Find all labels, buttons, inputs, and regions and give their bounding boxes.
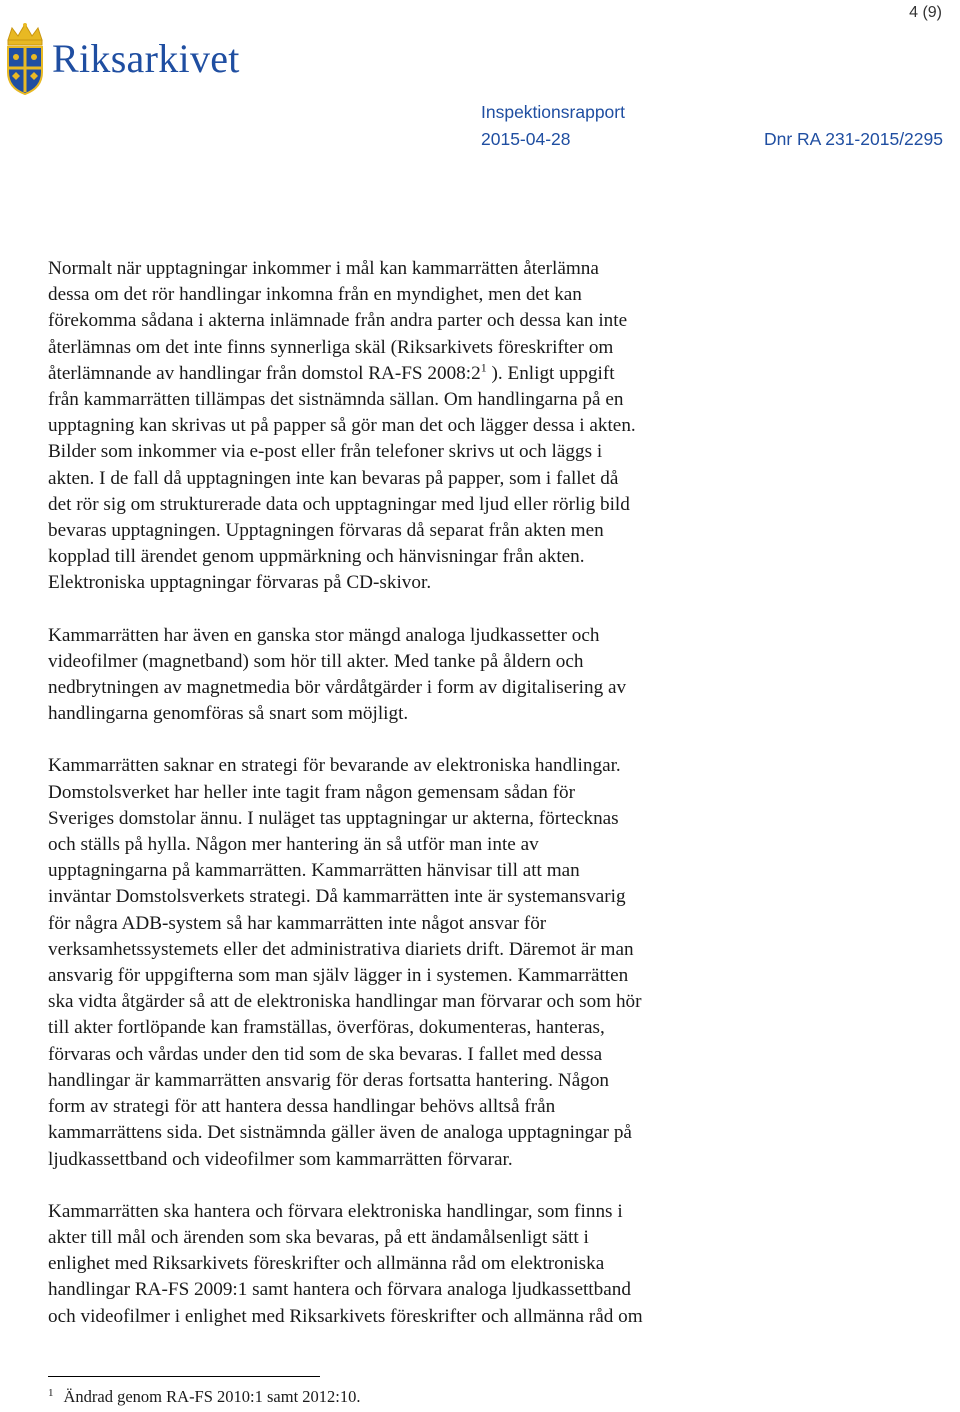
footnote-reference: 1 <box>480 360 487 375</box>
paragraph-1: Normalt när upptagningar inkommer i mål kan kammarrätten återlämna dessa om det rör handlingar inkomna från en myndighet, men det kan förekomma sådana i akterna inlämnade från andra parter och dessa kan inte återlämnas om det inte finns synnerliga skäl (Riksarkivets föreskrifter om återlämnande av handlingar från domstol RA-FS $2008:2^1$ ). Enligt uppgift från kammarrätten tillämpas det sistnämnda sällan. Om handlingarna på en upptagning kan skrivas ut på papper så gör man det och lägger dessa i akten. Bilder som inkommer via e-post eller från telefoner skrivs ut och läggs i akten. I de fall då upptagningen inte kan bevaras på papper, som i fallet då det rör sig om strukturerade data och upptagningar med ljud eller rörlig bild bevaras upptagningen. Upptagningen förvaras då separat från akten men kopplad till ärendet genom uppmärkning och hänvisningar från akten. Elektroniska upptagningar förvaras på CD-skivor. <box>48 258 636 594</box>
footnote-divider <box>48 1376 320 1377</box>
footnote-text: Ändrad genom RA-FS 2010:1 samt 2012:10. <box>63 1387 361 1406</box>
page-number: 4 (9) <box>909 4 942 21</box>
paragraph-3: Kammarrätten saknar en strategi för bevarande av elektroniska handlingar. Domstolsverket har heller inte tagit fram någon gemensam sådan för Sveriges domstolar ännu. I nuläget tas upptagningar ur akterna, förtecknas och ställs på hylla. Någon mer hantering än så utför man inte av upptagningarna på kammarrätten. Kammarrätten hänvisar till att man inväntar Domstolsverkets strategi. Då kammarrätten inte är systemansvarig för några ADB-system så har kammarrätten inte något ansvar för verksamhetssystemets eller det administrativa diariets drift. Däremot är man ansvarig för uppgifterna som man själv lägger in i systemen. Kammarrätten ska vidta åtgärder så att de elektroniska handlingar man förvarar och som hör till akter fortlöpande kan framställas, överföras, dokumenteras, hanteras, förvaras och vårdas under den tid som de ska bevaras. I fallet med dessa handlingar är kammarrätten ansvarig för deras fortsatta hantering. Någon form av strategi för att hantera dessa handlingar behövs alltså från kammarrättens sida. Det sistnämnda gäller även de analoga upptagningar på ljudkassettband och videofilmer som kammarrätten förvarar. <box>48 755 642 1170</box>
footnote <box>48 1387 361 1407</box>
crest-icon <box>2 22 48 96</box>
paragraph-2: Kammarrätten har även en ganska stor mängd analoga ljudkassetter och videofilmer (magnetband) som hör till akter. Med tanke på åldern och nedbrytningen av magnetmedia bör vårdåtgärder i form av digitalisering av handlingarna genomföras så snart som möjligt. <box>48 624 627 725</box>
document-date: 2015-04-28 <box>481 129 571 149</box>
document-dnr: Dnr RA 231-2015/2295 <box>763 129 943 149</box>
document-type: Inspektionsrapport <box>481 102 625 122</box>
footnote-marker: 1 <box>48 1386 54 1399</box>
paragraph-4: Kammarrätten ska hantera och förvara elektroniska handlingar, som finns i akter till mål och ärenden som ska bevaras, på ett ändamålsenligt sätt i enlighet med Riksarkivets föreskrifter och allmänna råd om elektroniska handlingar RA-FS 2009:1 samt hantera och förvara analoga ljudkassettband och videofilmer i enlighet med Riksarkivets föreskrifter och allmänna råd om <box>48 1200 643 1327</box>
document-body <box>48 256 768 1356</box>
logo-wordmark: Riksarkivet <box>52 36 240 81</box>
riksarkivet-logo <box>2 22 240 96</box>
